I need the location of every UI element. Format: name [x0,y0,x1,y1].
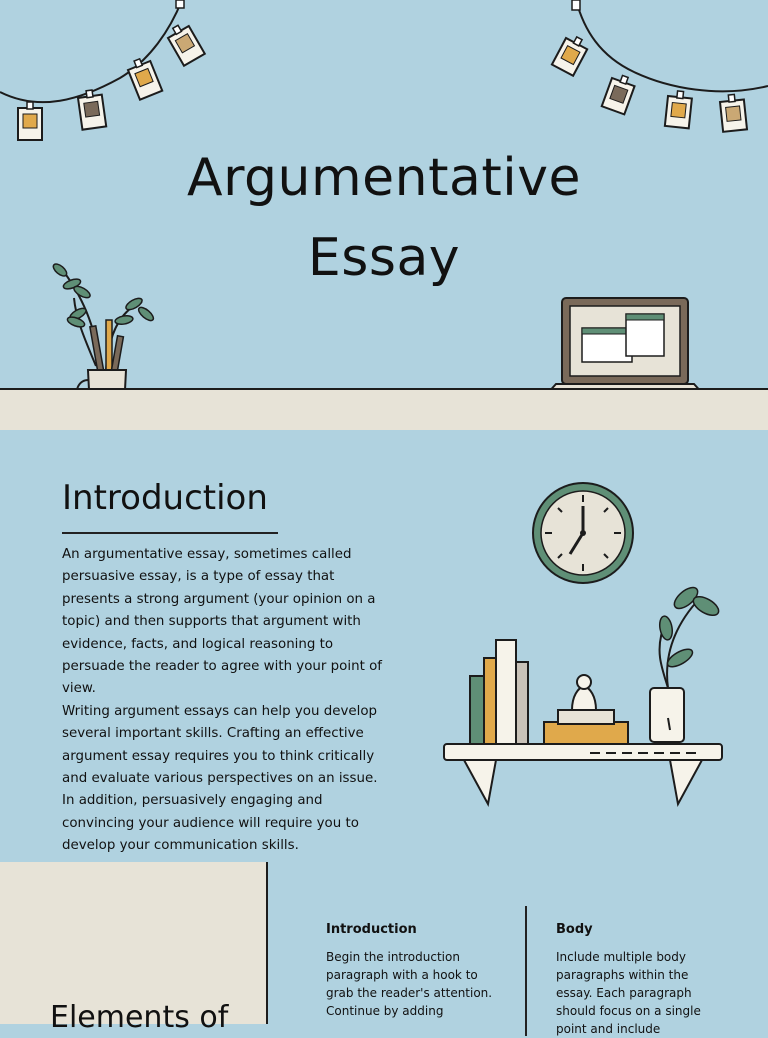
bookshelf-icon [440,578,730,814]
introduction-paragraph-1: An argumentative essay, sometimes called persuasive essay, is a type of essay that presents a strong argument (your opinion on a topic) and then supports that argument with evidence, facts, and logical reasoning to persuade the reader to agree with your point of view. [62,547,382,697]
page-title-line-1: Argumentative [187,148,581,208]
introduction-paragraph-2: Writing argument essays can help you develop several important skills. Crafting an effective argument essay requires you to think critically and evaluate various perspectives on an issue. In addition, persuasively engaging and convincing your audience will require you to develop your communication skills. [62,703,378,854]
introduction-heading: Introduction [62,478,268,518]
introduction-body [62,544,384,858]
heading-underline [62,532,278,534]
introduction-section [0,430,768,862]
wall-clock-icon [530,480,636,586]
element-column-text: Include multiple body paragraphs within the essay. Each paragraph should focus on a single point and include [556,950,701,1036]
elements-heading: Elements of [50,1000,229,1035]
column-divider [525,906,527,1036]
element-column-title: Body [556,922,593,937]
page-title-line-2: Essay [307,228,461,288]
hero-section [0,0,768,430]
desk-surface [0,388,768,432]
photo-garland-left-icon [0,0,220,150]
photo-garland-right-icon [548,0,768,150]
element-column-text: Begin the introduction paragraph with a hook to grab the reader's attention. Continue by adding [326,950,493,1018]
element-column-body [556,920,726,1038]
element-column-introduction [326,920,496,1020]
elements-columns [268,862,768,1036]
elements-panel [0,862,268,1035]
element-column-title: Introduction [326,922,417,937]
